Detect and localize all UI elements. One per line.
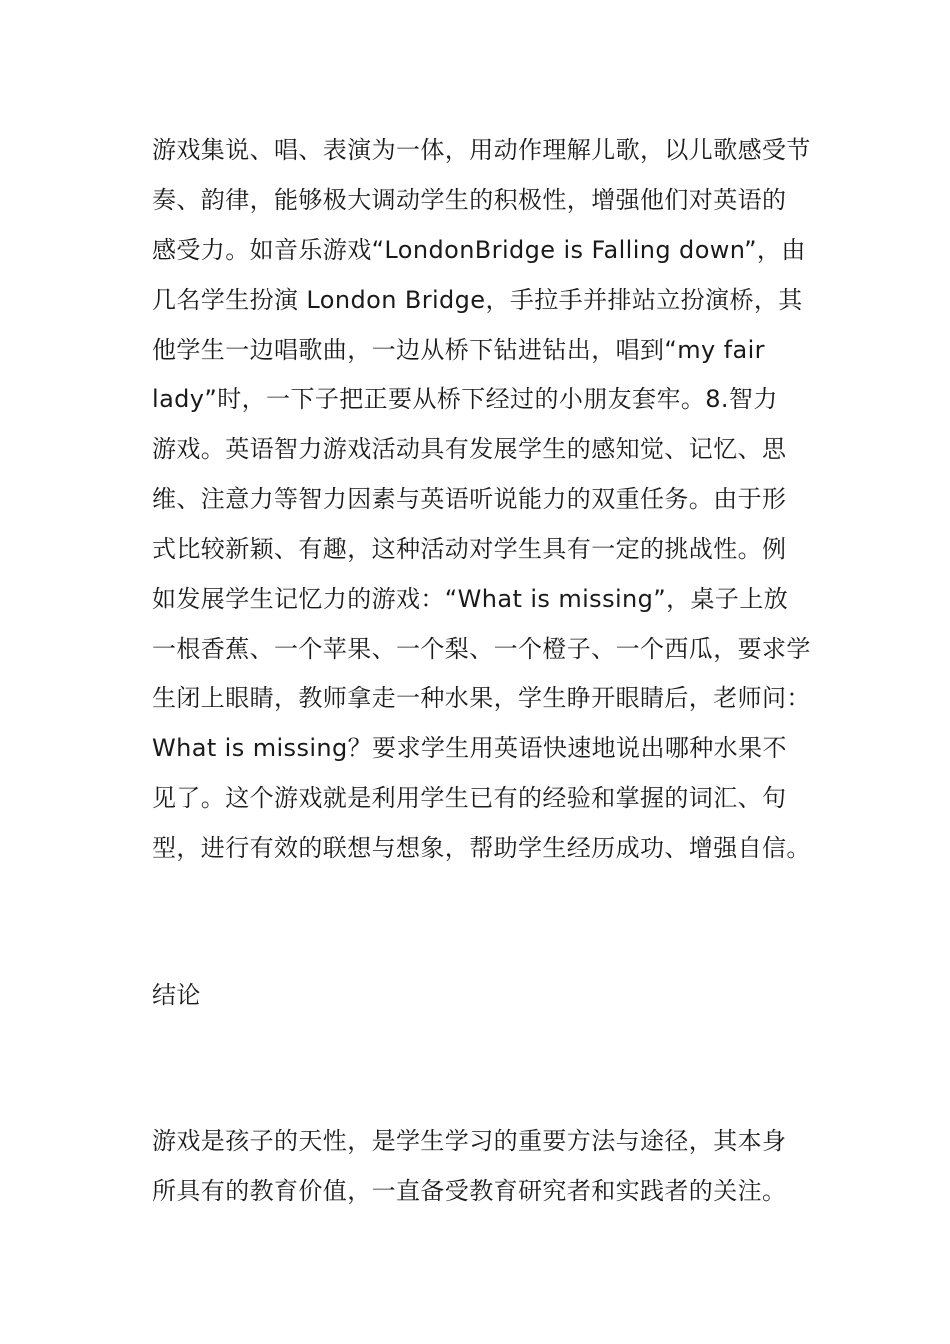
paragraph-line: What is missing？要求学生用英语快速地说出哪种水果不 — [152, 734, 787, 762]
paragraph-line: 奏、韵律，能够极大调动学生的积极性，增强他们对英语的 — [152, 186, 787, 214]
paragraph-line: 感受力。如音乐游戏“LondonBridge is Falling down”，由 — [152, 236, 806, 264]
paragraph-line: 他学生一边唱歌曲，一边从桥下钻进钻出，唱到“my fair — [152, 336, 765, 364]
paragraph-line: 式比较新颖、有趣，这种活动对学生具有一定的挑战性。例 — [152, 535, 787, 563]
paragraph-line: 所具有的教育价值，一直备受教育研究者和实践者的关注。 — [152, 1177, 787, 1205]
paragraph-line: 游戏集说、唱、表演为一体，用动作理解儿歌，以儿歌感受节 — [152, 136, 811, 164]
paragraph-line: 生闭上眼睛，教师拿走一种水果，学生睁开眼睛后，老师问： — [152, 684, 811, 712]
paragraph-line: 型，进行有效的联想与想象，帮助学生经历成功、增强自信。 — [152, 834, 811, 862]
paragraph-line: 维、注意力等智力因素与英语听说能力的双重任务。由于形 — [152, 485, 787, 513]
paragraph-line: 一根香蕉、一个苹果、一个梨、一个橙子、一个西瓜，要求学 — [152, 635, 811, 663]
section-heading: 结论 — [152, 981, 201, 1009]
paragraph-line: 几名学生扮演 London Bridge，手拉手并排站立扮演桥，其 — [152, 286, 803, 314]
paragraph-line: 游戏。英语智力游戏活动具有发展学生的感知觉、记忆、思 — [152, 435, 787, 463]
paragraph-line: 如发展学生记忆力的游戏：“What is missing”，桌子上放 — [152, 585, 789, 613]
paragraph-line: lady”时，一下子把正要从桥下经过的小朋友套牢。8.智力 — [152, 385, 778, 413]
paragraph-line: 见了。这个游戏就是利用学生已有的经验和掌握的词汇、句 — [152, 784, 787, 812]
paragraph-line: 游戏是孩子的天性，是学生学习的重要方法与途径，其本身 — [152, 1127, 787, 1155]
